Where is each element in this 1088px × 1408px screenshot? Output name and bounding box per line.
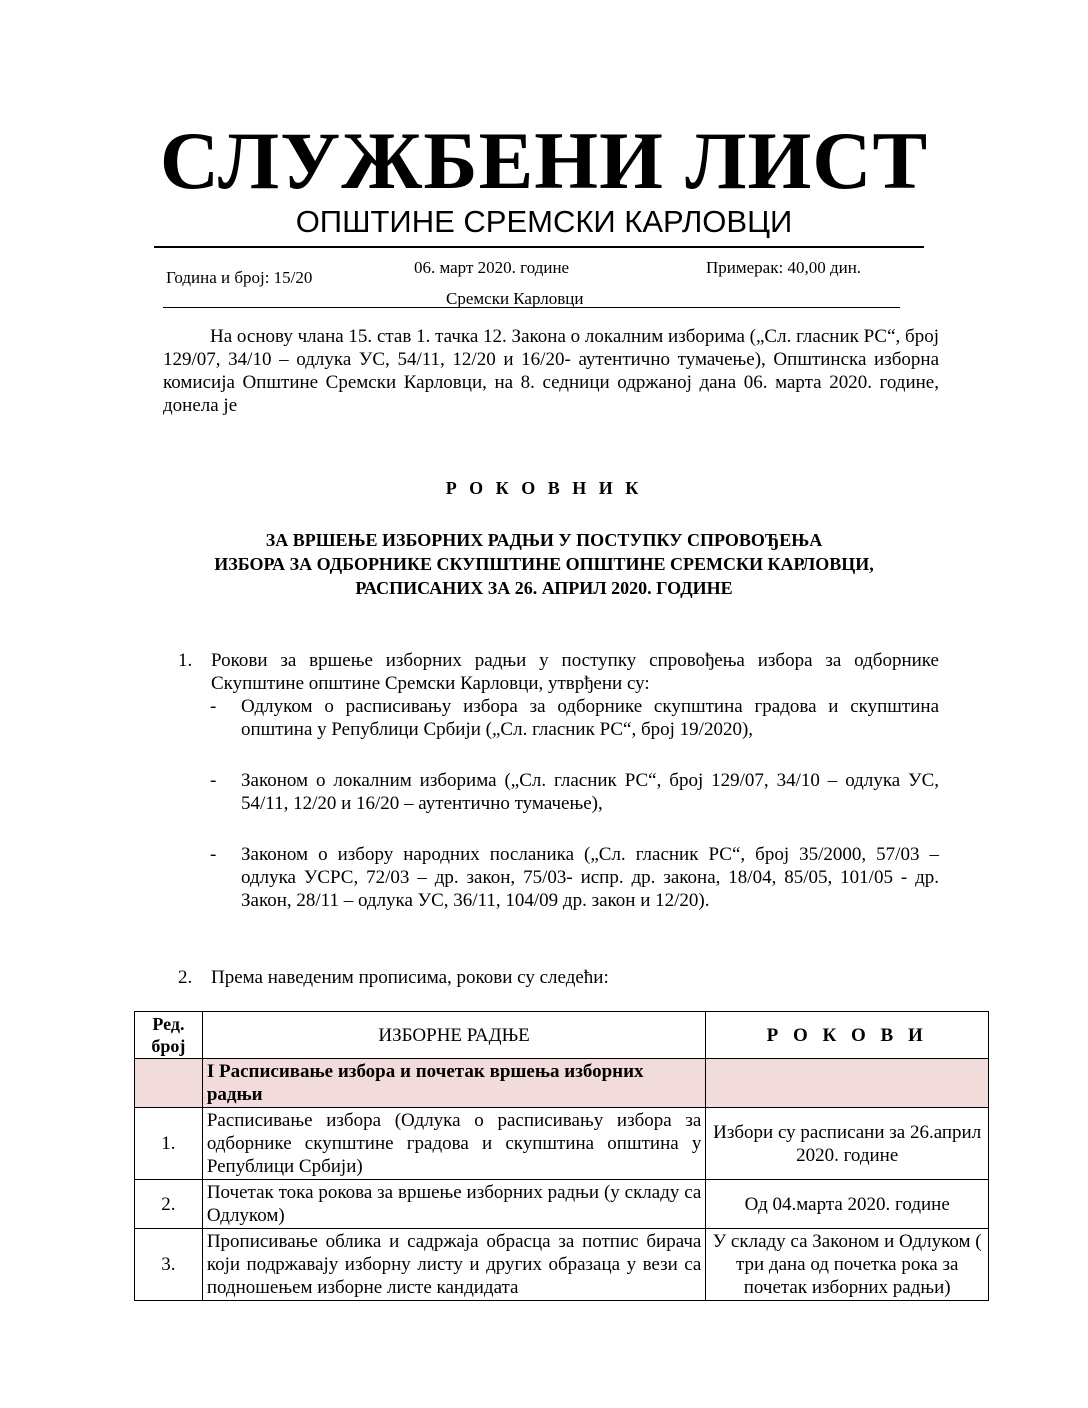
- list-item-number: 2.: [178, 967, 193, 988]
- list-item-text: Према наведеним прописима, рокови су следећи:: [211, 967, 609, 988]
- list-item-number: 1.: [178, 650, 193, 671]
- subtitle-line: ИЗБОРА ЗА ОДБОРНИКЕ СКУПШТИНЕ ОПШТИНЕ СРЕМСКИ КАРЛОВЦИ,: [214, 554, 874, 574]
- row-number: 3.: [135, 1229, 203, 1301]
- row-action: Прописивање облика и садржаја обрасца за потпис бирача који подржавају изборну листу и других образаца у вези са подношењем изборне листе кандидата: [202, 1229, 706, 1301]
- dash-item-text: Законом о локалним изборима („Сл. гласник РС“, број 129/07, 34/10 – одлука УС, 54/11, 12/20 и 16/20 – аутентично тумачење),: [241, 770, 939, 814]
- table-row: [135, 1180, 989, 1229]
- row-number: 2.: [135, 1180, 203, 1229]
- row-deadline: У складу са Законом и Одлуком ( три дана од почетка рока за почетак изборних радњи): [706, 1229, 989, 1301]
- header-deadline: Р О К О В И: [706, 1012, 989, 1059]
- section-empty-cell: [706, 1059, 989, 1108]
- list-item-text: Рокови за вршење изборних радњи у поступку спровођења избора за одборнике Скупштине општине Сремски Карловци, утврђени су:: [211, 650, 939, 694]
- dash-item-text: Одлуком о расписивању избора за одборнике скупштина градова и скупштина општина у Републици Србији („Сл. гласник РС“, број 19/2020),: [241, 696, 939, 740]
- row-action: Расписивање избора (Одлука о расписивању избора за одборнике скупштине градова и скупштина општина у Републици Србији): [202, 1108, 706, 1180]
- section-empty-cell: [135, 1059, 203, 1108]
- dash-item: [210, 843, 939, 912]
- dash-marker: -: [210, 844, 217, 865]
- row-action: Почетак тока рокова за вршење изборних радњи (у складу са Одлуком): [202, 1180, 706, 1229]
- masthead-rule-bottom: [163, 307, 900, 308]
- dash-marker: -: [210, 696, 217, 717]
- list-item: [178, 649, 939, 695]
- dash-item: [210, 769, 939, 815]
- dash-marker: -: [210, 770, 217, 791]
- masthead-rule-top: [154, 246, 924, 248]
- gazette-title: СЛУЖБЕНИ ЛИСТ: [159, 115, 929, 206]
- row-deadline: Од 04.марта 2020. године: [706, 1180, 989, 1229]
- dash-item: [210, 695, 939, 741]
- subtitle-line: РАСПИСАНИХ ЗА 26. АПРИЛ 2020. ГОДИНЕ: [355, 578, 733, 598]
- header-action: ИЗБОРНЕ РАДЊЕ: [202, 1012, 706, 1059]
- table-header-row: [135, 1012, 989, 1059]
- table-section-row: [135, 1059, 989, 1108]
- row-deadline: Избори су расписани за 26.април 2020. године: [706, 1108, 989, 1180]
- header-number: Ред. број: [135, 1012, 203, 1059]
- row-number: 1.: [135, 1108, 203, 1180]
- deadlines-table: [134, 1011, 989, 1301]
- dash-item-text: Законом о избору народних посланика („Сл. гласник РС“, број 35/2000, 57/03 – одлука УСРС, 72/03 – др. закон, 75/03- испр. др. закона, 18/04, 85/05, 101/05 - др. Закон, 28/11 – одлука УС, 36/11, 104/09 др. закон и 12/20).: [241, 844, 939, 911]
- table-row: [135, 1108, 989, 1180]
- issue-price: Примерак: 40,00 дин.: [706, 258, 862, 277]
- document-title: Р О К О В Н И К: [445, 478, 643, 498]
- subtitle-line: ЗА ВРШЕЊЕ ИЗБОРНИХ РАДЊИ У ПОСТУПКУ СПРОВОЂЕЊА: [265, 530, 823, 550]
- intro-paragraph: На основу члана 15. став 1. тачка 12. Закона о локалним изборима („Сл. гласник РС“, број 129/07, 34/10 – одлука УС, 54/11, 12/20 и 16/20- аутентично тумачење), Општинска изборна комисија Општине Сремски Карловци, на 8. седници одржаној дана 06. марта 2020. године, донела је: [163, 326, 939, 416]
- table-row: [135, 1229, 989, 1301]
- issue-place: Сремски Карловци: [446, 289, 584, 308]
- section-label: I Расписивање избора и почетак вршења изборних радњи: [202, 1059, 706, 1108]
- issue-date: 06. март 2020. године: [414, 258, 570, 277]
- list-item: [178, 966, 939, 989]
- document-subtitle: [0, 528, 1088, 600]
- issue-number: Година и број: 15/20: [166, 268, 313, 287]
- gazette-subtitle: ОПШТИНЕ СРЕМСКИ КАРЛОВЦИ: [295, 204, 793, 239]
